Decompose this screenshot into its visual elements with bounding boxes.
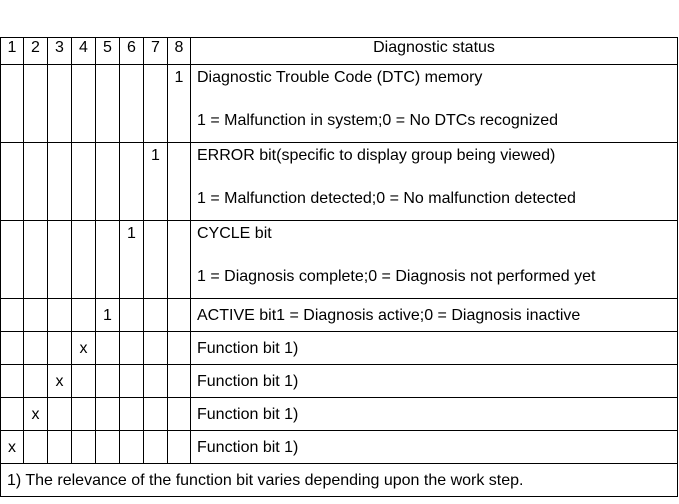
bit-cell (168, 332, 191, 365)
table-row-function-bit-4 (1, 332, 678, 365)
bit-cell (24, 143, 48, 221)
bit-cell (144, 299, 168, 332)
bit-cell: x (72, 332, 96, 365)
status-header: Diagnostic status (191, 38, 678, 65)
bit-cell (168, 365, 191, 398)
bit-cell: x (48, 365, 72, 398)
bit-cell (120, 143, 144, 221)
bit-cell (168, 398, 191, 431)
diagnostic-status-table (0, 37, 678, 497)
bit-cell (1, 332, 24, 365)
bit-cell: x (1, 431, 24, 464)
bit-cell (48, 299, 72, 332)
bit-cell (72, 398, 96, 431)
bit-header-8: 8 (168, 38, 191, 65)
bit-cell (24, 221, 48, 299)
bit-cell (1, 398, 24, 431)
bit-cell (144, 431, 168, 464)
bit-cell (120, 299, 144, 332)
bit-cell (120, 332, 144, 365)
description-cell: Function bit 1) (191, 398, 678, 431)
bit-cell (48, 65, 72, 143)
bit-cell (1, 221, 24, 299)
bit-cell (1, 65, 24, 143)
bit-cell (168, 221, 191, 299)
table-row-active-bit (1, 299, 678, 332)
bit-cell (1, 299, 24, 332)
bit-cell (120, 365, 144, 398)
footnote: 1) The relevance of the function bit varies depending upon the work step. (1, 464, 678, 497)
bit-cell (96, 332, 120, 365)
bit-cell (96, 65, 120, 143)
description-detail: 1 = Malfunction in system;0 = No DTCs recognized (197, 112, 559, 129)
bit-cell (72, 143, 96, 221)
bit-cell (24, 332, 48, 365)
bit-cell (96, 398, 120, 431)
bit-header-1: 1 (1, 38, 24, 65)
bit-cell (48, 431, 72, 464)
bit-cell (120, 65, 144, 143)
description-title: CYCLE bit (197, 225, 272, 242)
bit-header-2: 2 (24, 38, 48, 65)
table-row-cycle-bit (1, 221, 678, 299)
bit-cell (96, 431, 120, 464)
table-row-function-bit-1 (1, 431, 678, 464)
bit-cell (144, 65, 168, 143)
bit-cell (24, 365, 48, 398)
bit-cell: x (24, 398, 48, 431)
bit-header-3: 3 (48, 38, 72, 65)
bit-cell (120, 398, 144, 431)
description-detail: 1 = Malfunction detected;0 = No malfunction detected (197, 190, 576, 207)
bit-header-7: 7 (144, 38, 168, 65)
description-title: Diagnostic Trouble Code (DTC) memory (197, 69, 483, 86)
bit-cell (120, 431, 144, 464)
bit-cell (48, 398, 72, 431)
bit-header-4: 4 (72, 38, 96, 65)
bit-cell (96, 221, 120, 299)
bit-cell (1, 143, 24, 221)
bit-cell: 1 (168, 65, 191, 143)
bit-cell (24, 431, 48, 464)
bit-cell (24, 299, 48, 332)
bit-cell (1, 365, 24, 398)
table-row-function-bit-2 (1, 398, 678, 431)
bit-cell (72, 365, 96, 398)
bit-header-6: 6 (120, 38, 144, 65)
description-cell: Function bit 1) (191, 365, 678, 398)
bit-cell: 1 (96, 299, 120, 332)
description-cell: Function bit 1) (191, 431, 678, 464)
bit-cell: 1 (144, 143, 168, 221)
bit-cell (72, 299, 96, 332)
bit-cell (96, 365, 120, 398)
bit-cell (48, 143, 72, 221)
bit-cell (72, 431, 96, 464)
table-row-error-bit (1, 143, 678, 221)
bit-cell (168, 431, 191, 464)
bit-cell (96, 143, 120, 221)
bit-cell (168, 299, 191, 332)
bit-cell (72, 65, 96, 143)
bit-cell (144, 365, 168, 398)
table-row-dtc-memory (1, 65, 678, 143)
bit-cell (48, 221, 72, 299)
header-row (1, 38, 678, 65)
table-row-function-bit-3 (1, 365, 678, 398)
bit-header-5: 5 (96, 38, 120, 65)
description-cell: Function bit 1) (191, 332, 678, 365)
bit-cell (144, 221, 168, 299)
bit-cell (144, 398, 168, 431)
description-detail: 1 = Diagnosis complete;0 = Diagnosis not performed yet (197, 268, 596, 285)
footnote-row (1, 464, 678, 497)
bit-cell (24, 65, 48, 143)
description-cell (191, 143, 678, 221)
description-title: ERROR bit(specific to display group being viewed) (197, 147, 556, 164)
bit-cell (168, 143, 191, 221)
bit-cell (72, 221, 96, 299)
bit-cell: 1 (120, 221, 144, 299)
description-cell (191, 221, 678, 299)
bit-cell (144, 332, 168, 365)
description-cell (191, 65, 678, 143)
bit-cell (48, 332, 72, 365)
description-cell: ACTIVE bit1 = Diagnosis active;0 = Diagnosis inactive (191, 299, 678, 332)
